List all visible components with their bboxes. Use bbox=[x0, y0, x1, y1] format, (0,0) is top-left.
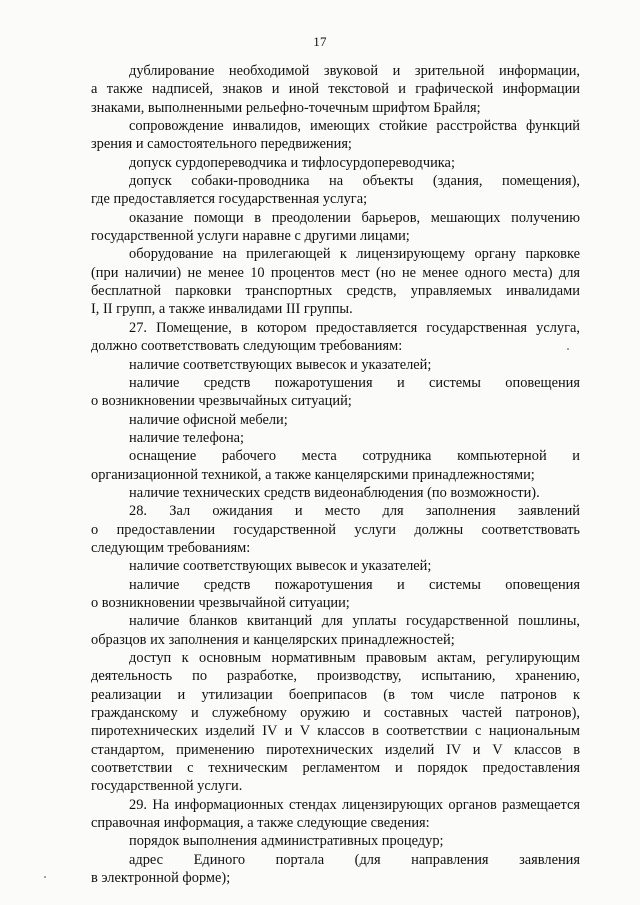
text-line: деятельность по разработке, производству, испытанию, хранению, bbox=[91, 668, 580, 685]
text-line: бесплатной парковки транспортных средств, управляемых инвалидами bbox=[91, 283, 580, 300]
text-line: соответствии с техническим регламентом и порядок предоставления bbox=[91, 760, 580, 777]
text-line: наличие соответствующих вывесок и указателей; bbox=[129, 356, 432, 373]
text-line: наличие средств пожаротушения и системы оповещения bbox=[129, 576, 580, 593]
text-line: оборудование на прилегающей к лицензирующему органу парковке bbox=[129, 246, 580, 263]
text-line: о возникновении чрезвычайных ситуаций; bbox=[91, 393, 352, 410]
scan-speck bbox=[44, 876, 46, 878]
text-line: образцов их заполнения и канцелярских принадлежностей; bbox=[91, 631, 455, 648]
text-line: I, II групп, а также инвалидами III группы. bbox=[91, 301, 353, 318]
text-line: наличие соответствующих вывесок и указателей; bbox=[129, 558, 432, 575]
scan-speck bbox=[567, 348, 569, 350]
text-line: о возникновении чрезвычайной ситуации; bbox=[91, 594, 350, 611]
text-line: дублирование необходимой звуковой и зрительной информации, bbox=[129, 63, 580, 79]
text-line: оснащение рабочего места сотрудника компьютерной и bbox=[129, 448, 580, 465]
text-line: доступ к основным нормативным правовым актам, регулирующим bbox=[129, 650, 580, 666]
text-line: пиротехнических изделий IV и V классов в соответствии с национальным bbox=[91, 723, 580, 740]
text-line: наличие офисной мебели; bbox=[129, 411, 288, 428]
text-line: должно соответствовать следующим требованиям: bbox=[91, 338, 403, 355]
text-line: государственной услуги наравне с другими лицами; bbox=[91, 228, 410, 245]
text-line: порядок выполнения административных процедур; bbox=[129, 833, 444, 850]
text-line: организационной техникой, а также канцелярскими принадлежностями; bbox=[91, 466, 535, 483]
scan-speck bbox=[560, 758, 562, 760]
text-line: наличие технических средств видеонаблюдения (по возможности). bbox=[129, 484, 540, 501]
text-line: 27. Помещение, в котором предоставляется государственная услуга, bbox=[129, 319, 580, 336]
text-line: а также надписей, знаков и иной текстовой и графической информации bbox=[91, 81, 580, 98]
text-line: адрес Единого портала (для направления заявления bbox=[129, 851, 580, 868]
text-line: наличие бланков квитанций для уплаты государственной пошлины, bbox=[129, 613, 580, 630]
text-line: следующим требованиям: bbox=[91, 539, 251, 556]
text-line: 28. Зал ожидания и место для заполнения заявлений bbox=[129, 503, 580, 520]
text-line: гражданскому и служебному оружию и составных частей патронов), bbox=[91, 705, 580, 722]
document-body bbox=[91, 62, 580, 887]
text-line: стандартом, применению пиротехнических изделий IV и V классов в bbox=[91, 741, 580, 758]
text-line: наличие телефона; bbox=[129, 429, 245, 446]
text-line: 29. На информационных стендах лицензирующих органов размещается bbox=[129, 796, 580, 813]
text-line: зрения и самостоятельного передвижения; bbox=[91, 136, 352, 153]
text-line: о предоставлении государственной услуги должны соответствовать bbox=[91, 521, 580, 538]
text-line: оказание помощи в преодолении барьеров, мешающих получению bbox=[129, 209, 580, 226]
text-line: где предоставляется государственная услуга; bbox=[91, 191, 368, 208]
text-line: (при наличии) не менее 10 процентов мест (но не менее одного места) для bbox=[91, 264, 580, 281]
text-line: наличие средств пожаротушения и системы оповещения bbox=[129, 374, 580, 391]
text-line: в электронной форме); bbox=[91, 870, 231, 887]
text-line: сопровождение инвалидов, имеющих стойкие расстройства функций bbox=[129, 118, 580, 135]
text-line: допуск сурдопереводчика и тифлосурдопереводчика; bbox=[129, 154, 455, 171]
page-number: 17 bbox=[313, 34, 327, 49]
text-line: знаками, выполненными рельефно-точечным шрифтом Брайля; bbox=[91, 99, 481, 116]
text-line: справочная информация, а также следующие сведения: bbox=[91, 815, 430, 832]
text-line: государственной услуги. bbox=[91, 778, 243, 795]
text-line: реализации и утилизации боеприпасов (в том числе патронов к bbox=[91, 686, 580, 703]
text-line: допуск собаки-проводника на объекты (здания, помещения), bbox=[129, 173, 580, 190]
